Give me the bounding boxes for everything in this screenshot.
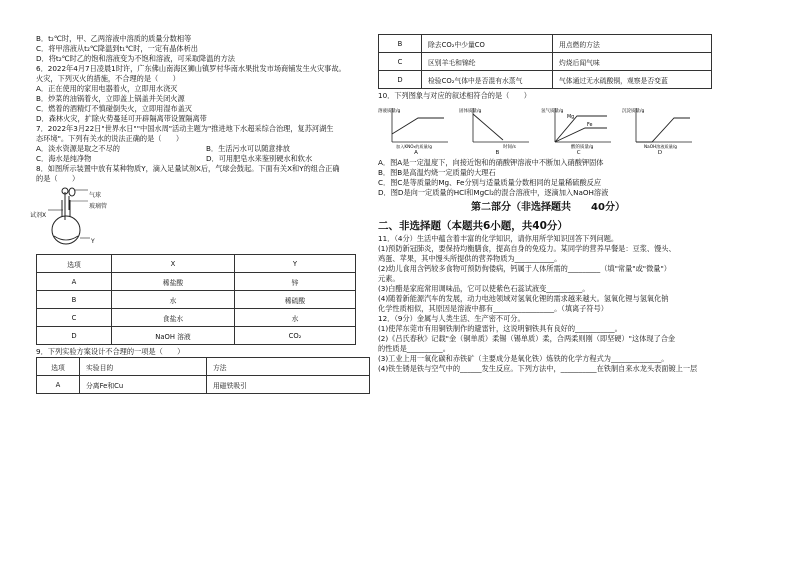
q11-line: 鸡蛋、苹果，其中馒头所提供的营养物质为___________。 [378, 254, 562, 263]
table-cell: NaOH 溶液 [112, 327, 235, 345]
graph-b-letter: B [495, 150, 500, 156]
table-cell: 稀硫酸 [235, 291, 356, 309]
graph-b-curve [473, 114, 503, 140]
graph-a-xlabel: 加入KNO₃的质量/g [396, 144, 432, 149]
graph-c-letter: C [576, 150, 581, 156]
q10-option-c: C．图C是等质量的Mg、Fe分别与适量质量分数相同的足量稀硫酸反应 [378, 178, 602, 187]
q7-option-b: B．生活污水可以随意排放 [206, 144, 290, 153]
table-cell: 稀盐酸 [112, 273, 235, 291]
q12-line: 的性质是__________。 [378, 344, 450, 353]
q9-stem: 9．下列实验方案设计不合理的一项是（ ） [36, 347, 185, 356]
substance-label: Y [91, 238, 95, 245]
table-header-cell: 实验目的 [80, 358, 207, 376]
q7-option-c: C．海水是纯净物 [36, 154, 92, 163]
q12-line: (2)《吕氏春秋》记载"金（铜单质）柔锡（锡单质）柔，合两柔则刚（即坚硬）"这体现了合金 [378, 334, 676, 343]
graph-d-letter: D [657, 150, 663, 156]
table-header-cell: 选项 [37, 358, 80, 376]
graph-a-curve [392, 118, 444, 134]
graph-d [622, 104, 698, 156]
table-cell: 水 [235, 309, 356, 327]
q11-line: (4)随着新能源汽车的发展，动力电池领域对氢氧化锂的需求越来越大。氢氧化锂与氢氧化钠 [378, 294, 669, 303]
table-row [37, 376, 370, 394]
q6-option-b: B．炒菜的油锅着火，立即盖上锅盖并关闭火源 [36, 94, 185, 103]
table-cell: 除去CO₂中少量CO [422, 35, 553, 53]
table-cell: B [379, 35, 422, 53]
graph-c [541, 104, 617, 156]
graph-c-series-mg-label: Mg [566, 115, 574, 120]
apparatus-figure [30, 186, 376, 252]
graph-a-ylabel: 溶液质量/g [378, 109, 401, 114]
q7-options-ab [36, 144, 376, 154]
q6-stem-1: 6．2022年4月7日凌晨1时许，广东佛山南海区狮山镇罗村华南水果批发市场商铺发生火灾事故。 [36, 64, 346, 73]
graph-c-xlabel: 酸的质量/g [570, 145, 594, 150]
section-two-heading: 二、非选择题（本题共6小题，共40分） [378, 220, 568, 232]
table-cell: 区别羊毛和锦纶 [422, 53, 553, 71]
graph-d-curve [636, 118, 690, 142]
table-cell: 食盐水 [112, 309, 235, 327]
graph-c-series-fe-label: Fe [586, 123, 593, 128]
table-header-cell: Y [235, 255, 356, 273]
q7-options-cd [36, 154, 376, 164]
q8-stem-2: 的是（ ） [36, 174, 80, 183]
q5-option-d: D．将t₂℃时乙的饱和溶液变为不饱和溶液，可采取降温的方法 [36, 54, 235, 63]
left-column [30, 34, 376, 394]
q12-line: 12．（9分）金属与人类生活、生产密不可分。 [378, 314, 525, 323]
q7-stem-1: 7．2022年3月22日"世界水日""中国水周"活动主题为"推进地下水超采综合治理，复苏河湖生 [36, 124, 334, 133]
q6-option-d: D．森林火灾，扩除火势蔓延可开辟隔离带设置隔离带 [36, 114, 207, 123]
q11-line: 化学性质相似，其原因是溶液中都有_________________。（填离子符号） [378, 304, 608, 313]
q11-line: (1)预防新冠肺炎，要保持均衡膳食，提高自身的免疫力。某同学的营养早餐是：豆浆、馒头、 [378, 244, 676, 253]
table-header-cell: 方法 [207, 358, 370, 376]
table-row [379, 35, 712, 53]
table-cell: 检验CO₂气体中是否混有水蒸气 [422, 71, 553, 89]
graph-b-xlabel: 时间/s [503, 145, 517, 150]
q8-stem-1: 8．如图所示装置中放有某种物质Y，滴入足量试剂X后，气球会鼓起。下面有关X和Y的组合正确 [36, 164, 340, 173]
q7-option-a: A．淡水资源是取之不尽的 [36, 144, 120, 153]
q12-line: (1)使萍东莞市有用铜铁制作的避雷针，这说明铜铁具有良好的___________。 [378, 324, 622, 333]
table-cell: CO₂ [235, 327, 356, 345]
q11-line: (2)幼儿食用含钙较多食物可预防佝偻病，钙属于人体所需的_________（填"常量"或"微量"） [378, 264, 671, 273]
graph-c-ylabel: 氢气质量/g [540, 109, 564, 114]
table-cell: 分离Fe和Cu [80, 376, 207, 394]
q11-line: 元素。 [378, 274, 400, 283]
table-row [379, 71, 712, 89]
table-cell: D [379, 71, 422, 89]
q10-stem: 10．下列图象与对应的叙述相符合的是（ ） [378, 91, 531, 100]
q5-option-c: C．将甲溶液从t₂℃降温到t₁℃时，一定有晶体析出 [36, 44, 198, 53]
balloon-label: 气球 [89, 192, 102, 199]
right-column [378, 34, 718, 374]
graph-d-ylabel: 沉淀质量/g [621, 109, 645, 114]
reagent-label: 试剂X [30, 212, 47, 219]
table-header-cell: 选项 [37, 255, 112, 273]
q10-option-d: D．图D是向一定质量的HCl和MgCl₂的混合溶液中，逐滴加入NaOH溶液 [378, 188, 609, 197]
graph-b-ylabel: 固体质量/g [459, 109, 482, 114]
q11-line: 11．（4分）生活中蕴含着丰富的化学知识，请你用所学知识回答下列问题。 [378, 234, 619, 243]
q10-option-b: B．图B是高温灼烧一定质量的大理石 [378, 168, 496, 177]
table-row [379, 53, 712, 71]
table-row [37, 291, 356, 309]
table-cell: C [379, 53, 422, 71]
table-cell: A [37, 376, 80, 394]
glass-tube-label: 玻璃管 [89, 203, 108, 210]
table-cell: 用磁铁吸引 [207, 376, 370, 394]
table-row [37, 309, 356, 327]
table-row [37, 327, 356, 345]
q12-line: (3)工业上用一氧化碳和赤铁矿（主要成分是氧化铁）炼铁的化学方程式为______________。 [378, 354, 669, 363]
table-header-row [37, 255, 356, 273]
graph-b [459, 104, 535, 156]
q9-table-top [36, 357, 370, 394]
q6-option-c: C．燃着的酒精灯不慎碰倒失火，立即用湿布盖灭 [36, 104, 192, 113]
table-row [37, 273, 356, 291]
q7-stem-2: 态环境"。下列有关水的说法正确的是（ ） [36, 134, 184, 143]
balloon [69, 188, 75, 196]
q11-line: (3)白醋是家庭常用调味品，它可以使紫色石蕊试液变__________。 [378, 284, 590, 293]
q7-option-d: D．可用肥皂水来鉴别硬水和软水 [206, 154, 313, 163]
table-header-row [37, 358, 370, 376]
graph-d-xlabel: NaOH溶液质量/g [643, 144, 677, 149]
table-header-cell: X [112, 255, 235, 273]
table-cell: 用点燃的方法 [553, 35, 712, 53]
q10-graphs [378, 104, 698, 156]
table-cell: 灼烧后闻气味 [553, 53, 712, 71]
table-cell: 水 [112, 291, 235, 309]
table-cell: C [37, 309, 112, 327]
table-cell: 气体通过无水硫酸铜，观察是否变蓝 [553, 71, 712, 89]
part-two-heading: 第二部分（非选择题共 40分） [471, 202, 625, 213]
graph-a [378, 104, 454, 156]
graph-a-letter: A [414, 150, 418, 156]
q6-stem-2: 火灾，下列灭火的措施，不合理的是（ ） [36, 74, 180, 83]
q10-option-a: A．图A是一定温度下，向接近饱和的硝酸钾溶液中不断加入硝酸钾固体 [378, 158, 604, 167]
q8-table [36, 254, 356, 345]
graph-c-series-fe [555, 128, 607, 142]
table-cell: D [37, 327, 112, 345]
q6-option-a: A．正在使用的家用电器着火，立即用水浇灭 [36, 84, 178, 93]
q9-table-continued [378, 34, 712, 89]
table-cell: 锌 [235, 273, 356, 291]
q12-line: (4)铁生锈是铁与空气中的______发生反应。下列方法中，__________在铁制自来水龙头表面镀上一层 [378, 364, 698, 373]
q5-option-b: B．t₂℃时，甲、乙两溶液中溶质的质量分数相等 [36, 34, 192, 43]
table-cell: B [37, 291, 112, 309]
table-cell: A [37, 273, 112, 291]
